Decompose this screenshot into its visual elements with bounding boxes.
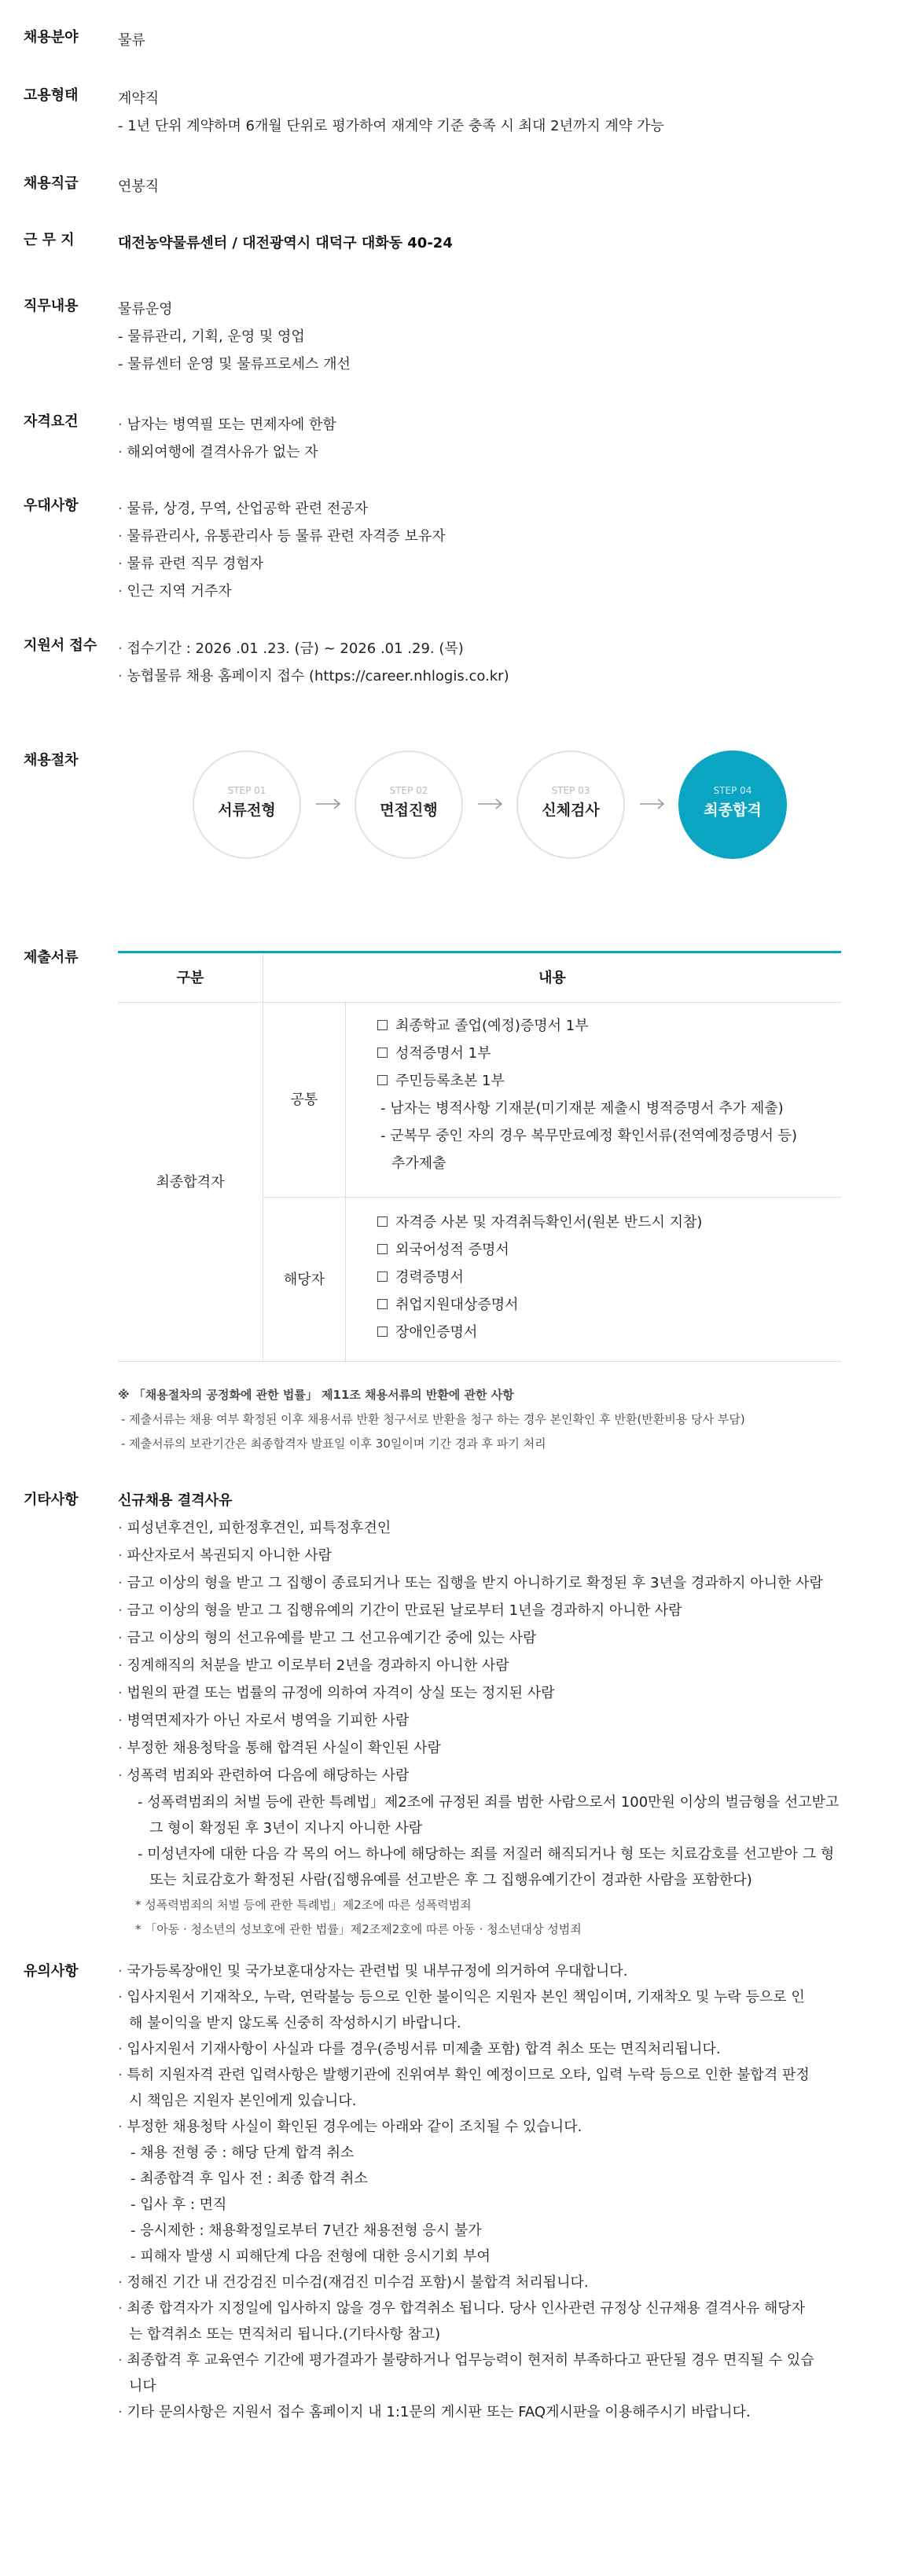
arrow-right-icon [314,796,343,812]
step-final-pass [678,750,787,859]
qualification-item: · 해외여행에 결격사유가 없는 자 [118,439,841,466]
step-title: 서류전형 [218,802,276,819]
etc-item: · 금고 이상의 형을 받고 그 집행유예의 기간이 만료된 날로부터 1년을 경과하지 아니한 사람 [118,1597,841,1624]
documents-table [118,953,841,1362]
documents-note: - 제출서류의 보관기간은 최종합격자 발표일 이후 30일이며 기간 경과 후 파기 처리 [121,1437,546,1451]
etc-item: · 피성년후견인, 피한정후견인, 피특정후견인 [118,1514,841,1542]
etc-item: · 금고 이상의 형의 선고유예를 받고 그 선고유예기간 중에 있는 사람 [118,1624,841,1652]
employment-value: 계약직 [118,90,160,107]
caution-item: · 국가등록장애인 및 국가보훈대상자는 관련법 및 내부규정에 의거하여 우대합니다. [118,1958,818,1984]
checkbox-icon [377,1020,388,1030]
doc-item [377,1264,841,1291]
caution-item: · 정해진 기간 내 건강검진 미수검(재검진 미수검 포함)시 불합격 처리됩니다. [118,2270,818,2295]
field-value: 물류 [118,32,145,49]
step-title: 면접진행 [380,802,438,819]
etc-item: · 성폭력 범죄와 관련하여 다음에 해당하는 사람 [118,1762,841,1789]
row-common-label: 공통 [263,1003,346,1198]
duties-value: 물류운영 [118,301,173,317]
step-number: STEP 02 [389,785,428,796]
caution-sub-item: - 피해자 발생 시 피해단계 다음 전형에 대한 응시기회 부여 [130,2248,491,2265]
doc-item [377,1209,841,1236]
field-label: 채용분야 [24,29,79,46]
etc-content [118,1487,841,1942]
etc-item: · 법원의 판결 또는 법률의 규정에 의하여 자격이 상실 또는 정지된 사람 [118,1679,841,1707]
preference-label: 우대사항 [24,497,79,514]
step-number: STEP 04 [713,785,752,796]
caution-item: · 특히 지원자격 관련 입력사항은 발행기관에 진위여부 확인 예정이므로 오타, 입력 누락 등으로 인한 불합격 판정 시 책임은 지원자 본인에게 있습니다. [118,2062,818,2114]
process-label: 채용절차 [24,752,79,769]
caution-content [118,1958,818,2425]
caution-sub-item: - 입사 후 : 면직 [130,2196,227,2213]
etc-note: * 「아동 · 청소년의 성보호에 관한 법률」제2조제2호에 따른 아동 · 청소년대상 성범죄 [135,1922,582,1936]
workplace-label: 근 무 지 [24,232,75,248]
etc-sub-item: - 미성년자에 대한 다음 각 목의 어느 하나에 해당하는 죄를 저질러 해직되거나 형 또는 치료감호를 선고받아 그 형 또는 치료감호가 확정된 사람(집행유예를 선고받은 후 그 집행유예기간이 경과한 사람을 포함한다) [138,1846,835,1888]
caution-item: · 최종 합격자가 지정일에 입사하지 않을 경우 합격취소 됩니다. 당사 인사관련 규정상 신규채용 결격사유 해당자는 합격취소 또는 면직처리 됩니다.(기타사항 참고) [118,2295,818,2347]
application-period: · 접수기간 : 2026 .01 .23. (금) ~ 2026 .01 .29. (목) [118,635,841,662]
header-content: 내용 [263,953,841,1003]
etc-item: · 파산자로서 복권되지 아니한 사람 [118,1542,841,1569]
group-final-applicant: 최종합격자 [118,1003,263,1362]
etc-label: 기타사항 [24,1492,79,1508]
caution-item: · 입사지원서 기재착오, 누락, 연락불능 등으로 인한 불이익은 지원자 본인 책임이며, 기재착오 및 누락 등으로 인해 불이익을 받지 않도록 신중히 작성하시기 바랍니다. [118,1984,818,2036]
checkbox-icon [377,1244,388,1254]
documents-notes [118,1383,841,1456]
row-applicable-content [346,1198,841,1362]
caution-item: · 기타 문의사항은 지원서 접수 홈페이지 내 1:1문의 게시판 또는 FAQ게시판을 이용해주시기 바랍니다. [118,2399,818,2425]
documents-note: - 제출서류는 채용 여부 확정된 이후 채용서류 반환 청구서로 반환을 청구 하는 경우 본인확인 후 반환(반환비용 당사 부담) [121,1412,745,1426]
doc-item [377,1012,841,1040]
step-title: 최종합격 [704,802,762,819]
step-number: STEP 03 [551,785,590,796]
doc-item-text: 최종학교 졸업(예정)증명서 1부 [395,1018,589,1034]
doc-item-text: 장애인증명서 [395,1324,478,1341]
documents-label: 제출서류 [24,949,79,966]
doc-item [377,1236,841,1264]
etc-note: * 성폭력범죄의 처벌 등에 관한 특례법」제2조에 따른 성폭력범죄 [135,1898,472,1912]
qualification-label: 자격요건 [24,413,79,430]
duties-item: - 물류관리, 기획, 운영 및 영업 [118,328,305,345]
step-document-screening [193,750,301,859]
checkbox-icon [377,1048,388,1058]
application-label: 지원서 접수 [24,637,97,654]
row-common-content [346,1003,841,1198]
arrow-right-icon [476,796,505,812]
checkbox-icon [377,1216,388,1227]
application-site: · 농협물류 채용 홈페이지 접수 (https://career.nhlogis.co.kr) [118,662,841,690]
preference-item: · 물류 관련 직무 경험자 [118,550,841,578]
doc-item [377,1067,841,1095]
caution-item: · 최종합격 후 교육연수 기간에 평가결과가 불량하거나 업무능력이 현저히 부족하다고 판단될 경우 면직될 수 있습니다 [118,2347,818,2399]
step-number: STEP 01 [227,785,266,796]
checkbox-icon [377,1299,388,1309]
doc-item-text: 주민등록초본 1부 [395,1073,505,1089]
doc-item-text: 자격증 사본 및 자격취득확인서(원본 반드시 지참) [395,1214,703,1231]
doc-sub-item: 추가제출 [391,1155,446,1172]
checkbox-icon [377,1075,388,1085]
etc-sub-item: - 성폭력범죄의 처벌 등에 관한 특례법」제2조에 규정된 죄를 범한 사람으로서 100만원 이상의 벌금형을 선고받고 그 형이 확정된 후 3년이 지나지 아니한 사람 [138,1794,840,1837]
doc-sub-item: - 군복무 중인 자의 경우 복무만료예정 확인서류(전역예정증명서 등) [380,1128,798,1144]
caution-label: 유의사항 [24,1963,79,1980]
doc-item-text: 취업지원대상증명서 [395,1297,519,1313]
step-title: 신체검사 [542,802,600,819]
documents-note: ※ 「채용절차의 공정화에 관한 법률」 제11조 채용서류의 반환에 관한 사항 [118,1388,514,1402]
checkbox-icon [377,1271,388,1282]
employment-label: 고용형태 [24,87,79,104]
preference-item: · 물류, 상경, 무역, 산업공학 관련 전공자 [118,495,841,523]
doc-sub-item: - 남자는 병적사항 기재분(미기재분 제출시 병적증명서 추가 제출) [380,1100,784,1117]
duties-label: 직무내용 [24,298,79,314]
caution-item: · 부정한 채용청탁 사실이 확인된 경우에는 아래와 같이 조치될 수 있습니다. [118,2114,818,2140]
etc-item: · 병역면제자가 아닌 자로서 병역을 기피한 사람 [118,1707,841,1734]
duties-item: - 물류센터 운영 및 물류프로세스 개선 [118,356,351,372]
step-interview [355,750,463,859]
etc-item: · 부정한 채용청탁을 통해 합격된 사실이 확인된 사람 [118,1734,841,1762]
etc-title: 신규채용 결격사유 [118,1492,233,1509]
header-category: 구분 [118,953,263,1003]
doc-item [377,1319,841,1346]
checkbox-icon [377,1327,388,1337]
workplace-value: 대전농약물류센터 / 대전광역시 대덕구 대화동 40-24 [118,235,453,251]
doc-item [377,1291,841,1319]
process-steps [193,750,790,864]
rank-label: 채용직급 [24,175,79,192]
step-medical-check [516,750,625,859]
row-applicable-label: 해당자 [263,1198,346,1362]
doc-item-text: 경력증명서 [395,1269,464,1286]
qualification-item: · 남자는 병역필 또는 면제자에 한함 [118,411,841,439]
doc-item-text: 외국어성적 증명서 [395,1242,509,1258]
doc-item-text: 성적증명서 1부 [395,1045,491,1062]
caution-item: · 입사지원서 기재사항이 사실과 다를 경우(증빙서류 미제출 포함) 합격 취소 또는 면직처리됩니다. [118,2036,818,2062]
arrow-right-icon [638,796,667,812]
caution-sub-item: - 최종합격 후 입사 전 : 최종 합격 취소 [130,2171,368,2187]
employment-detail: - 1년 단위 계약하며 6개월 단위로 평가하여 재계약 기준 충족 시 최대 2년까지 계약 가능 [118,118,664,134]
preference-item: · 인근 지역 거주자 [118,578,841,605]
doc-item [377,1040,841,1067]
rank-value: 연봉직 [118,178,160,195]
etc-item: · 징계해직의 처분을 받고 이로부터 2년을 경과하지 아니한 사람 [118,1652,841,1679]
caution-sub-item: - 응시제한 : 채용확정일로부터 7년간 채용전형 응시 불가 [130,2222,482,2239]
etc-item: · 금고 이상의 형을 받고 그 집행이 종료되거나 또는 집행을 받지 아니하기로 확정된 후 3년을 경과하지 아니한 사람 [118,1569,841,1597]
caution-sub-item: - 채용 전형 중 : 해당 단계 합격 취소 [130,2145,355,2161]
preference-item: · 물류관리사, 유통관리사 등 물류 관련 자격증 보유자 [118,523,841,550]
